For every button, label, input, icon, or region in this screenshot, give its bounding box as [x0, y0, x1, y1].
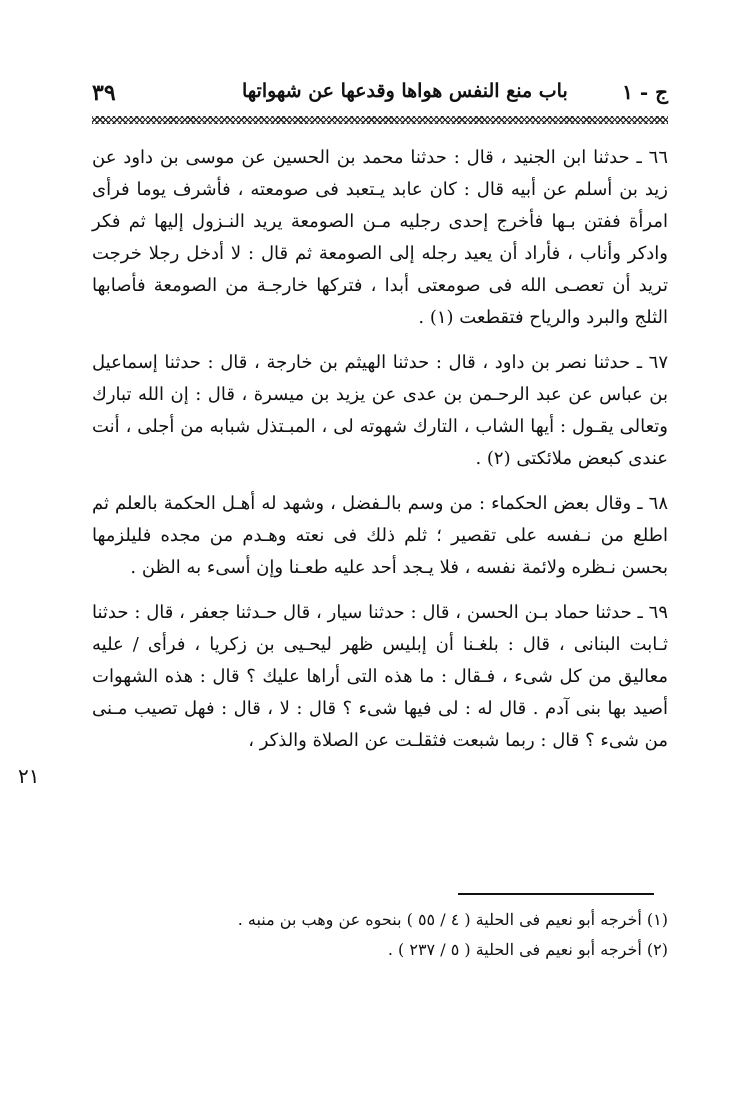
paragraph-69: ٦٩ ـ حدثنا حماد بـن الحسن ، قال : حدثنا سيار ، قال حـدثنا جعفر ، قال : حدثنا ثـابت البنانى ، قال : بلغـنا أن إبليس ظهر ليحـيى بن زكريا ، فرأى / عليه معاليق من كل شىء ، فـقال : ما هذه التى أراها عليك ؟ قال : هذه الشهوات أصيد بها بنى آدم . قال له : لى فيها شىء ؟ قال : لا ، قال : فهل تصيب مـنى من شىء ؟ قال : ربما شبعت فثقلـت عن الصلاة والذكر ، — [92, 602, 668, 751]
footnote-separator — [458, 893, 654, 895]
running-header — [92, 78, 668, 114]
decorative-header-rule — [92, 116, 668, 124]
page-number: ٣٩ — [92, 80, 116, 106]
volume-label: ج - ١ — [622, 80, 668, 104]
paragraph-66: ٦٦ ـ حدثنا ابن الجنيد ، قال : حدثنا محمد بن الحسين عن موسى بن داود عن زيد بن أسلم عن أبيه قال : كان عابد يـتعبد فى صومعته ، فأشرف يوما فرأى امرأة ففتن بـها فأخرج إحدى رجليه مـن الصومعة يريد النـزول إليها ثم فكر وادكر وأناب ، فأراد أن يعيد رجله إلى الصومعة ثم قال : لا أدخل رجلا خرجت تريد أن تعصـى الله فى صومعتى أبدا ، فتركها خارجـة من الصومعة فأصابها الثلج والبرد والرياح فتقطعت (١) . — [92, 147, 668, 328]
footnote-2: (٢) أخرجه أبو نعيم فى الحلية ( ٥ / ٢٣٧ ) . — [387, 940, 668, 959]
footnotes — [92, 905, 668, 965]
chapter-title: باب منع النفس هواها وقدعها عن شهواتها — [242, 80, 568, 102]
paragraph-67: ٦٧ ـ حدثنا نصر بن داود ، قال : حدثنا الهيثم بن خارجة ، قال : حدثنا إسماعيل بن عباس عن عبد الرحـمن بن عدى عن يزيد بن ميسرة ، قال : إن الله تبارك وتعالى يقـول : أيها الشاب ، التارك شهوته لى ، المبـتذل شبابه من أجلى ، أنت عندى كبعض ملائكتى (٢) . — [92, 352, 668, 469]
main-text — [92, 142, 668, 770]
paragraph-68: ٦٨ ـ وقال بعض الحكماء : من وسم بالـفضل ، وشهد له أهـل الحكمة بالعلم ثم اطلع من نـفسه على تقصير ؛ ثلم ذلك فى نعته وهـدم من مجده فليلزمها بحسن نـظره ولائمة نفسه ، فلا يـجد أحد عليه طعـنا وإن أسىء به الظن . — [92, 493, 668, 578]
footnote-1: (١) أخرجه أبو نعيم فى الحلية ( ٤ / ٥٥ ) بنحوه عن وهب بن منبه . — [237, 910, 668, 929]
margin-page-reference: ٢١ — [18, 764, 40, 788]
